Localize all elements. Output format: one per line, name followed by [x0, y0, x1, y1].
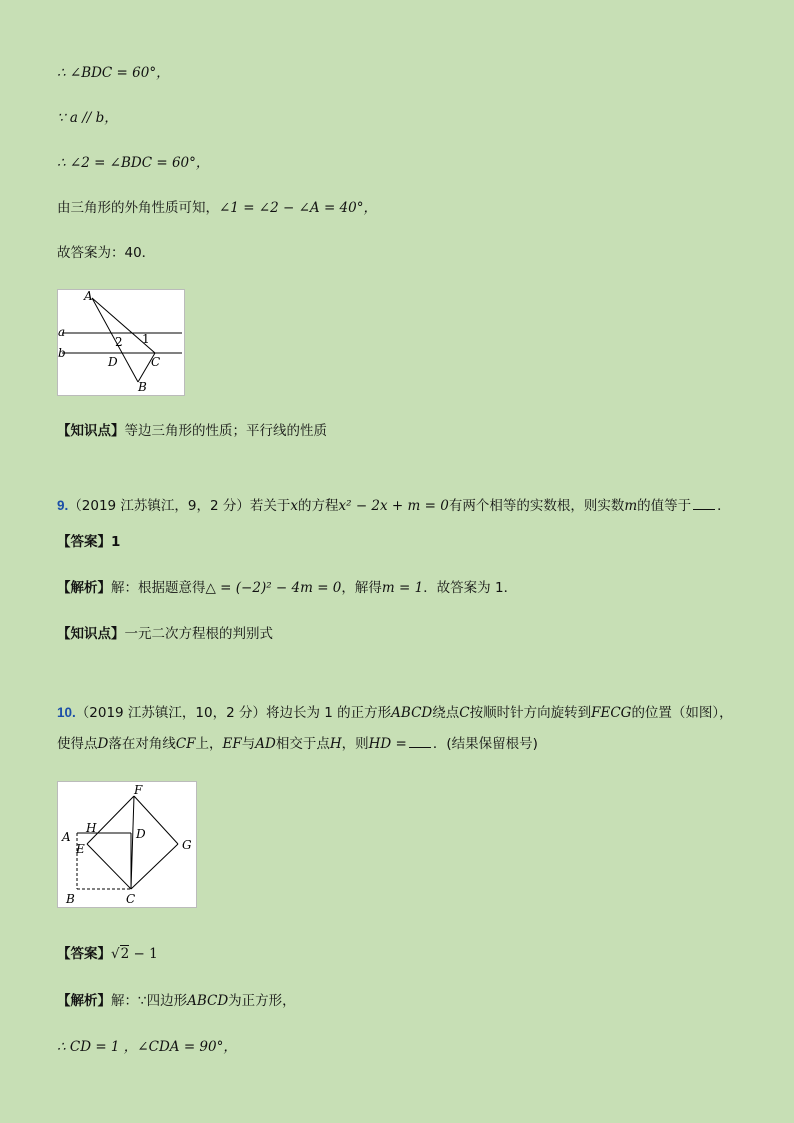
var-cf: CF — [175, 736, 196, 752]
solution-line-2: ∵ a // b， — [57, 110, 118, 126]
fig2-label-D: D — [136, 827, 146, 841]
solution-line-5: 故答案为：40． — [57, 245, 156, 261]
question-text: 落在对角线 — [108, 736, 176, 752]
var-d: D — [97, 736, 109, 752]
knowledge-point-1 — [57, 422, 327, 440]
analysis-text: ．故答案为 1． — [423, 580, 518, 596]
question-source: （2019 江苏镇江，10，2 分）将边长为 1 的正方形 — [75, 705, 392, 721]
analysis-text: 解：∵四边形 — [111, 993, 188, 1009]
question-source: （2019 江苏镇江，9，2 分） — [68, 498, 250, 514]
figure-rotated-square — [57, 781, 197, 908]
analysis-tag: 【解析】 — [57, 580, 111, 596]
var-m: m — [624, 498, 638, 514]
question-10-line-2 — [57, 735, 538, 753]
sqrt-sign: √ — [111, 946, 120, 962]
question-text: 有两个相等的实数根，则实数 — [448, 498, 625, 514]
solution-line-4 — [57, 199, 377, 217]
figure-parallel-lines — [57, 289, 185, 396]
knowledge-point-text: 等边三角形的性质；平行线的性质 — [124, 423, 327, 439]
fig1-label-D: D — [108, 355, 118, 369]
question-text: 绕点 — [432, 705, 460, 721]
var-ef: EF — [222, 736, 242, 752]
fig2-label-G: G — [182, 838, 192, 852]
solution-line-4-text: 由三角形的外角性质可知， — [57, 200, 219, 216]
var-abcd: ABCD — [187, 993, 229, 1009]
question-text: 使得点 — [57, 736, 98, 752]
analysis-tag: 【解析】 — [57, 993, 111, 1009]
question-number: 9. — [57, 498, 69, 513]
question-text: 相交于点 — [275, 736, 330, 752]
answer-blank — [409, 735, 431, 748]
answer-value: 1 — [111, 534, 121, 550]
question-10-analysis-line-2: ∴ CD = 1 ，∠CDA = 90°， — [57, 1039, 237, 1055]
question-10 — [57, 704, 733, 722]
var-ad: AD — [255, 736, 276, 752]
question-text: 与 — [241, 736, 256, 752]
question-text: 按顺时针方向旋转到 — [469, 705, 592, 721]
var-h: H — [329, 736, 342, 752]
question-10-analysis — [57, 992, 296, 1010]
fig1-label-a: a — [58, 325, 66, 339]
fig2-label-E: E — [76, 842, 85, 856]
question-text: 的值等于 — [637, 498, 692, 514]
question-9 — [57, 497, 731, 515]
analysis-text: 解：根据题意得 — [111, 580, 206, 596]
answer-rest: − 1 — [129, 946, 158, 962]
answer-tag: 【答案】 — [57, 946, 111, 962]
question-9-knowledge-point — [57, 625, 273, 643]
fig1-label-B: B — [138, 380, 147, 394]
var-c: C — [459, 705, 470, 721]
answer-blank — [693, 497, 715, 510]
fig2-label-C: C — [126, 892, 136, 906]
var-fecg: FECG — [591, 705, 632, 721]
knowledge-point-tag: 【知识点】 — [57, 626, 125, 642]
fig1-label-A: A — [84, 290, 93, 303]
equation: x² − 2x + m = 0 — [338, 498, 449, 514]
question-text: 上， — [195, 736, 223, 752]
solution-line-1: ∴ ∠BDC = 60°， — [57, 65, 170, 81]
knowledge-point-tag: 【知识点】 — [57, 423, 125, 439]
fig1-label-2: 2 — [115, 335, 123, 349]
fig2-label-F: F — [134, 783, 143, 797]
question-number: 10. — [57, 705, 76, 720]
analysis-equation: m = 1 — [381, 580, 424, 596]
solution-line-3: ∴ ∠2 = ∠BDC = 60°， — [57, 155, 210, 171]
question-9-answer — [57, 533, 120, 551]
var-hd: HD = — [368, 736, 407, 752]
answer-tag: 【答案】 — [57, 534, 111, 550]
question-text: 若关于 — [249, 498, 291, 514]
question-text: ，则 — [341, 736, 369, 752]
analysis-text: 为正方形， — [228, 993, 296, 1009]
fig1-label-C: C — [151, 355, 161, 369]
analysis-equation: △ = (−2)² − 4m = 0 — [205, 580, 342, 596]
knowledge-point-text: 一元二次方程根的判别式 — [124, 626, 273, 642]
answer-radicand: 2 — [120, 946, 130, 962]
fig1-label-b: b — [58, 346, 66, 360]
question-text: 的位置（如图）， — [631, 705, 733, 721]
fig2-label-B: B — [66, 892, 75, 906]
var-abcd: ABCD — [391, 705, 433, 721]
question-text: ． — [717, 498, 731, 514]
fig1-label-1: 1 — [142, 332, 150, 346]
var-x: x — [290, 498, 299, 514]
fig2-label-H: H — [86, 821, 97, 835]
solution-line-4-math: ∠1 = ∠2 − ∠A = 40°， — [219, 200, 377, 216]
question-10-answer — [57, 945, 158, 963]
analysis-text: ，解得 — [341, 580, 382, 596]
question-text: 的方程 — [298, 498, 339, 514]
question-text: ．(结果保留根号) — [432, 736, 538, 752]
question-9-analysis — [57, 579, 517, 597]
fig2-label-A: A — [62, 830, 71, 844]
